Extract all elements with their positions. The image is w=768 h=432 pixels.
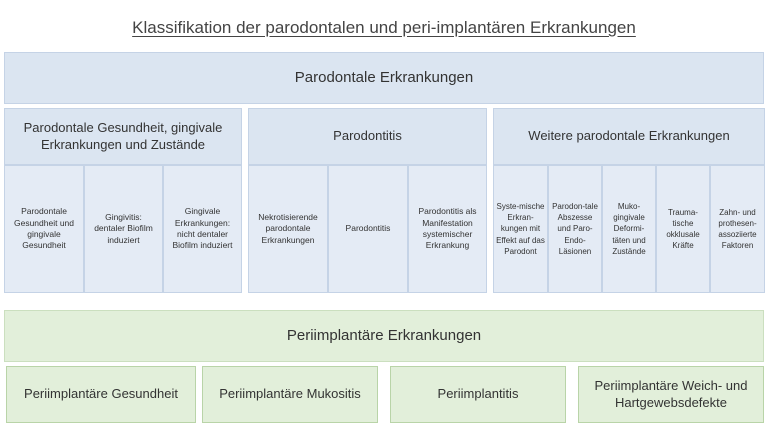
item-systemische: Syste-mische Erkran-kungen mit Effekt auf das Parodont	[493, 165, 548, 293]
peri-item-mukositis: Periimplantäre Mukositis	[202, 366, 378, 423]
item-parodontale-gesundheit: Parodontale Gesundheit und gingivale Gesundheit	[4, 165, 84, 293]
group-parodontitis: Parodontitis	[248, 108, 487, 165]
peri-item-defekte: Periimplantäre Weich- und Hartgewebsdefekte	[578, 366, 764, 423]
item-mukogingivale: Muko-gingivale Deformi-täten und Zustände	[602, 165, 656, 293]
item-parodontitis-systemisch: Parodontitis als Manifestation systemischer Erkrankung	[408, 165, 487, 293]
item-nekrotisierende: Nekrotisierende parodontale Erkrankungen	[248, 165, 328, 293]
diagram-title: Klassifikation der parodontalen und peri-implantären Erkrankungen	[132, 18, 636, 37]
item-parodontitis: Parodontitis	[328, 165, 408, 293]
periimplantaer-header: Periimplantäre Erkrankungen	[4, 310, 764, 362]
item-gingivitis: Gingivitis: dentaler Biofilm induziert	[84, 165, 163, 293]
group-weitere: Weitere parodontale Erkrankungen	[493, 108, 765, 165]
item-abszesse: Parodon-tale Abszesse und Paro-Endo-Läsionen	[548, 165, 602, 293]
peri-item-periimplantitis: Periimplantitis	[390, 366, 566, 423]
item-zahn-prothesen: Zahn- und prothesen-assoziierte Faktoren	[710, 165, 765, 293]
peri-item-gesundheit: Periimplantäre Gesundheit	[6, 366, 196, 423]
item-traumatische: Trauma-tische okklusale Kräfte	[656, 165, 710, 293]
group-parodontale-gesundheit: Parodontale Gesundheit, gingivale Erkrankungen und Zustände	[4, 108, 242, 165]
item-gingivale-erkrankungen: Gingivale Erkrankungen: nicht dentaler Biofilm induziert	[163, 165, 242, 293]
parodontal-header: Parodontale Erkrankungen	[4, 52, 764, 104]
